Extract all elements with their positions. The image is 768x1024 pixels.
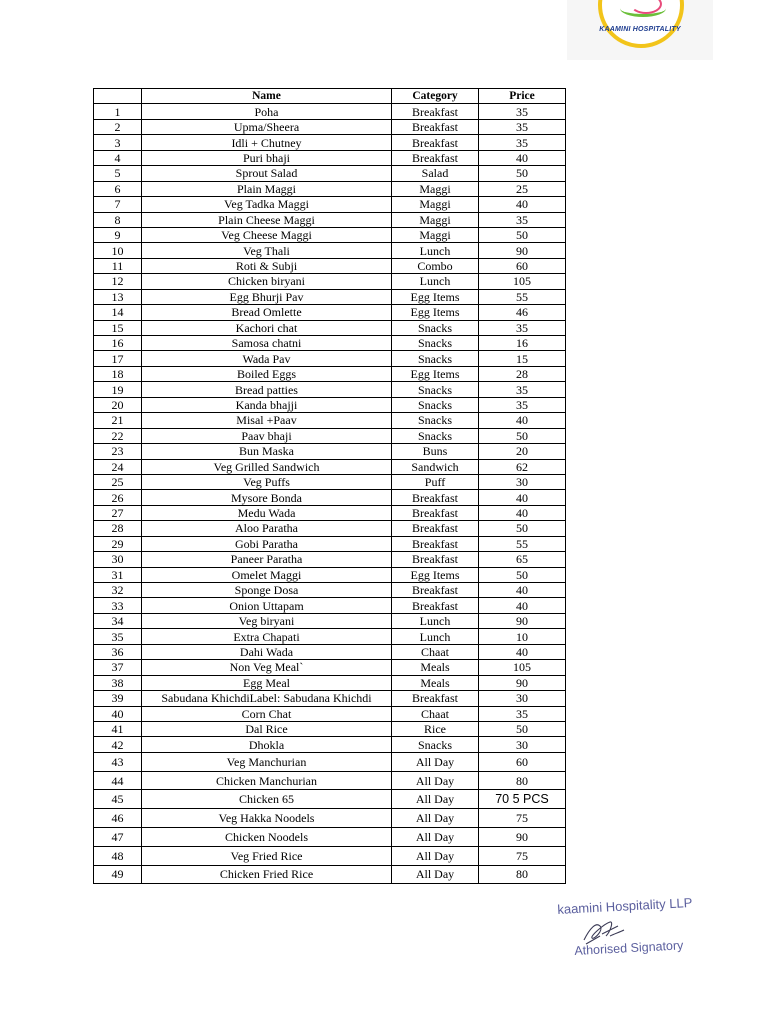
cell-name: Extra Chapati: [142, 629, 392, 644]
cell-serial: 30: [94, 552, 142, 567]
cell-name: Veg Fried Rice: [142, 846, 392, 865]
table-row: [94, 552, 566, 567]
table-row: [94, 181, 566, 196]
table-row: [94, 567, 566, 582]
cell-serial: 6: [94, 181, 142, 196]
cell-category: All Day: [392, 809, 479, 828]
table-row: [94, 274, 566, 289]
table-row: [94, 828, 566, 847]
cell-category: Breakfast: [392, 536, 479, 551]
table-row: [94, 366, 566, 381]
table-row: [94, 336, 566, 351]
cell-name: Plain Maggi: [142, 181, 392, 196]
table-row: [94, 166, 566, 181]
table-row: [94, 846, 566, 865]
cell-name: Chicken 65: [142, 790, 392, 809]
cell-category: Rice: [392, 721, 479, 736]
cell-price: 55: [479, 536, 566, 551]
table-row: [94, 382, 566, 397]
cell-name: Medu Wada: [142, 505, 392, 520]
cell-serial: 39: [94, 691, 142, 706]
cell-category: Breakfast: [392, 104, 479, 119]
cell-serial: 38: [94, 675, 142, 690]
cell-category: Breakfast: [392, 135, 479, 150]
cell-category: Snacks: [392, 397, 479, 412]
table-row: [94, 289, 566, 304]
cell-name: Poha: [142, 104, 392, 119]
cell-serial: 8: [94, 212, 142, 227]
table-row: [94, 444, 566, 459]
cell-category: All Day: [392, 865, 479, 884]
cell-category: Snacks: [392, 382, 479, 397]
cell-category: All Day: [392, 771, 479, 790]
cell-serial: 12: [94, 274, 142, 289]
cell-category: Snacks: [392, 336, 479, 351]
cell-category: Snacks: [392, 351, 479, 366]
table-row: [94, 150, 566, 165]
cell-serial: 41: [94, 721, 142, 736]
cell-price: 46: [479, 305, 566, 320]
cell-category: Egg Items: [392, 289, 479, 304]
header-category: Category: [392, 89, 479, 104]
cell-serial: 11: [94, 258, 142, 273]
cell-serial: 1: [94, 104, 142, 119]
cell-price: 35: [479, 104, 566, 119]
cell-category: All Day: [392, 790, 479, 809]
cell-name: Veg Hakka Noodels: [142, 809, 392, 828]
cell-category: Maggi: [392, 181, 479, 196]
cell-category: Chaat: [392, 644, 479, 659]
cell-category: Lunch: [392, 274, 479, 289]
cell-category: Maggi: [392, 227, 479, 242]
cell-name: Idli + Chutney: [142, 135, 392, 150]
cell-name: Dhokla: [142, 737, 392, 752]
cell-category: Breakfast: [392, 552, 479, 567]
cell-name: Non Veg Meal`: [142, 660, 392, 675]
cell-serial: 25: [94, 474, 142, 489]
cell-category: Egg Items: [392, 366, 479, 381]
cell-name: Boiled Eggs: [142, 366, 392, 381]
cell-price: 25: [479, 181, 566, 196]
table-row: [94, 536, 566, 551]
cell-category: Snacks: [392, 428, 479, 443]
cell-category: Egg Items: [392, 305, 479, 320]
cell-price: 20: [479, 444, 566, 459]
cell-name: Sponge Dosa: [142, 583, 392, 598]
cell-serial: 21: [94, 413, 142, 428]
table-row: [94, 320, 566, 335]
cell-serial: 10: [94, 243, 142, 258]
table-header-row: [94, 89, 566, 104]
cell-serial: 13: [94, 289, 142, 304]
cell-category: Breakfast: [392, 691, 479, 706]
cell-serial: 23: [94, 444, 142, 459]
cell-price: 50: [479, 166, 566, 181]
cell-name: Kanda bhajji: [142, 397, 392, 412]
header-price: Price: [479, 89, 566, 104]
cell-serial: 3: [94, 135, 142, 150]
cell-serial: 32: [94, 583, 142, 598]
cell-price: 90: [479, 675, 566, 690]
logo-emblem: [598, 0, 684, 48]
cell-name: Egg Meal: [142, 675, 392, 690]
cell-category: Sandwich: [392, 459, 479, 474]
cell-price: 62: [479, 459, 566, 474]
cell-name: Aloo Paratha: [142, 521, 392, 536]
cell-name: Bun Maska: [142, 444, 392, 459]
cell-serial: 43: [94, 752, 142, 771]
table-row: [94, 212, 566, 227]
cell-serial: 2: [94, 119, 142, 134]
cell-serial: 29: [94, 536, 142, 551]
cell-category: Breakfast: [392, 598, 479, 613]
table-row: [94, 809, 566, 828]
cell-price: 50: [479, 521, 566, 536]
cell-name: Plain Cheese Maggi: [142, 212, 392, 227]
cell-serial: 28: [94, 521, 142, 536]
table-row: [94, 644, 566, 659]
cell-serial: 15: [94, 320, 142, 335]
company-logo: [567, 0, 713, 60]
cell-name: Sprout Salad: [142, 166, 392, 181]
cell-price: 70 5 PCS: [479, 790, 566, 809]
cell-serial: 24: [94, 459, 142, 474]
cell-name: Dal Rice: [142, 721, 392, 736]
cell-name: Dahi Wada: [142, 644, 392, 659]
cell-category: Snacks: [392, 737, 479, 752]
cell-name: Chicken Fried Rice: [142, 865, 392, 884]
cell-name: Chicken Manchurian: [142, 771, 392, 790]
table-row: [94, 737, 566, 752]
cell-serial: 22: [94, 428, 142, 443]
cell-price: 60: [479, 752, 566, 771]
cell-price: 16: [479, 336, 566, 351]
cell-category: All Day: [392, 828, 479, 847]
cell-serial: 35: [94, 629, 142, 644]
cell-serial: 44: [94, 771, 142, 790]
cell-serial: 20: [94, 397, 142, 412]
cell-price: 35: [479, 320, 566, 335]
table-row: [94, 583, 566, 598]
cell-price: 40: [479, 583, 566, 598]
cell-price: 40: [479, 505, 566, 520]
cell-name: Mysore Bonda: [142, 490, 392, 505]
table-row: [94, 119, 566, 134]
cell-serial: 47: [94, 828, 142, 847]
table-row: [94, 135, 566, 150]
cell-price: 30: [479, 691, 566, 706]
cell-category: Maggi: [392, 197, 479, 212]
cell-serial: 19: [94, 382, 142, 397]
table-row: [94, 865, 566, 884]
cell-category: Meals: [392, 660, 479, 675]
table-row: [94, 258, 566, 273]
cell-price: 105: [479, 660, 566, 675]
cell-name: Onion Uttapam: [142, 598, 392, 613]
cell-category: Breakfast: [392, 150, 479, 165]
table-row: [94, 351, 566, 366]
menu-price-table: [93, 88, 566, 884]
cell-name: Veg Thali: [142, 243, 392, 258]
cell-category: All Day: [392, 752, 479, 771]
table-row: [94, 598, 566, 613]
cell-serial: 42: [94, 737, 142, 752]
cell-price: 90: [479, 243, 566, 258]
cell-price: 75: [479, 846, 566, 865]
cell-category: Maggi: [392, 212, 479, 227]
table-row: [94, 474, 566, 489]
cell-name: Bread Omlette: [142, 305, 392, 320]
table-row: [94, 490, 566, 505]
cell-price: 30: [479, 474, 566, 489]
table-row: [94, 227, 566, 242]
cell-category: Puff: [392, 474, 479, 489]
cell-category: Salad: [392, 166, 479, 181]
logo-text: KAAMINI HOSPITALITY: [599, 26, 681, 33]
cell-name: Samosa chatni: [142, 336, 392, 351]
table-row: [94, 721, 566, 736]
table-row: [94, 413, 566, 428]
cell-name: Puri bhaji: [142, 150, 392, 165]
cell-name: Kachori chat: [142, 320, 392, 335]
cell-name: Veg Cheese Maggi: [142, 227, 392, 242]
cell-serial: 18: [94, 366, 142, 381]
table-row: [94, 675, 566, 690]
cell-serial: 45: [94, 790, 142, 809]
cell-price: 80: [479, 865, 566, 884]
cell-serial: 36: [94, 644, 142, 659]
table-row: [94, 505, 566, 520]
cell-category: Breakfast: [392, 505, 479, 520]
table-row: [94, 660, 566, 675]
cell-price: 40: [479, 150, 566, 165]
cell-name: Misal +Paav: [142, 413, 392, 428]
cell-name: Omelet Maggi: [142, 567, 392, 582]
cell-price: 50: [479, 428, 566, 443]
cell-price: 40: [479, 413, 566, 428]
table-row: [94, 521, 566, 536]
cell-name: Chicken biryani: [142, 274, 392, 289]
table-row: [94, 428, 566, 443]
cell-price: 90: [479, 828, 566, 847]
cell-serial: 46: [94, 809, 142, 828]
signature-title: Athorised Signatory: [574, 938, 684, 958]
cell-price: 50: [479, 567, 566, 582]
cell-category: Combo: [392, 258, 479, 273]
cell-price: 35: [479, 397, 566, 412]
cell-name: Egg Bhurji Pav: [142, 289, 392, 304]
table-row: [94, 752, 566, 771]
cell-name: Gobi Paratha: [142, 536, 392, 551]
cell-name: Corn Chat: [142, 706, 392, 721]
cell-name: Veg Manchurian: [142, 752, 392, 771]
cell-price: 10: [479, 629, 566, 644]
cell-category: Snacks: [392, 413, 479, 428]
cell-price: 65: [479, 552, 566, 567]
table-body: [94, 104, 566, 884]
signature-company: kaamini Hospitality LLP: [557, 894, 693, 917]
table-row: [94, 305, 566, 320]
cell-name: Paneer Paratha: [142, 552, 392, 567]
cell-name: Bread patties: [142, 382, 392, 397]
cell-category: All Day: [392, 846, 479, 865]
cell-price: 40: [479, 644, 566, 659]
cell-category: Breakfast: [392, 521, 479, 536]
cell-serial: 26: [94, 490, 142, 505]
table-row: [94, 397, 566, 412]
cell-category: Lunch: [392, 629, 479, 644]
cell-price: 40: [479, 598, 566, 613]
cell-price: 35: [479, 119, 566, 134]
cell-price: 35: [479, 382, 566, 397]
cell-serial: 40: [94, 706, 142, 721]
cell-name: Wada Pav: [142, 351, 392, 366]
cell-serial: 14: [94, 305, 142, 320]
cell-price: 28: [479, 366, 566, 381]
cell-price: 60: [479, 258, 566, 273]
cell-serial: 48: [94, 846, 142, 865]
cell-price: 40: [479, 490, 566, 505]
table-row: [94, 613, 566, 628]
cell-price: 35: [479, 212, 566, 227]
table-row: [94, 691, 566, 706]
table-row: [94, 706, 566, 721]
cell-name: Sabudana KhichdiLabel: Sabudana Khichdi: [142, 691, 392, 706]
cell-name: Veg Tadka Maggi: [142, 197, 392, 212]
cell-name: Upma/Sheera: [142, 119, 392, 134]
cell-name: Paav bhaji: [142, 428, 392, 443]
cell-price: 35: [479, 706, 566, 721]
cell-category: Breakfast: [392, 119, 479, 134]
cell-category: Egg Items: [392, 567, 479, 582]
cell-name: Roti & Subji: [142, 258, 392, 273]
table-row: [94, 243, 566, 258]
table-row: [94, 197, 566, 212]
cell-serial: 4: [94, 150, 142, 165]
cell-category: Snacks: [392, 320, 479, 335]
cell-category: Lunch: [392, 243, 479, 258]
cell-price: 30: [479, 737, 566, 752]
cell-name: Chicken Noodels: [142, 828, 392, 847]
cell-category: Breakfast: [392, 583, 479, 598]
cell-serial: 33: [94, 598, 142, 613]
header-serial: [94, 89, 142, 104]
cell-serial: 34: [94, 613, 142, 628]
cell-price: 35: [479, 135, 566, 150]
cell-category: Lunch: [392, 613, 479, 628]
cell-category: Meals: [392, 675, 479, 690]
cell-price: 55: [479, 289, 566, 304]
header-name: Name: [142, 89, 392, 104]
table-row: [94, 629, 566, 644]
cell-serial: 37: [94, 660, 142, 675]
cell-name: Veg biryani: [142, 613, 392, 628]
table-row: [94, 459, 566, 474]
cell-category: Chaat: [392, 706, 479, 721]
cell-price: 80: [479, 771, 566, 790]
table-row: [94, 104, 566, 119]
cell-name: Veg Grilled Sandwich: [142, 459, 392, 474]
table-row: [94, 790, 566, 809]
cell-category: Breakfast: [392, 490, 479, 505]
cell-serial: 7: [94, 197, 142, 212]
cell-price: 50: [479, 227, 566, 242]
cell-category: Buns: [392, 444, 479, 459]
cell-price: 40: [479, 197, 566, 212]
cell-serial: 16: [94, 336, 142, 351]
cell-price: 15: [479, 351, 566, 366]
cell-serial: 5: [94, 166, 142, 181]
cell-price: 50: [479, 721, 566, 736]
cell-serial: 31: [94, 567, 142, 582]
cell-serial: 49: [94, 865, 142, 884]
cell-price: 90: [479, 613, 566, 628]
table-row: [94, 771, 566, 790]
cell-name: Veg Puffs: [142, 474, 392, 489]
cell-price: 75: [479, 809, 566, 828]
cell-serial: 17: [94, 351, 142, 366]
cell-serial: 9: [94, 227, 142, 242]
cell-serial: 27: [94, 505, 142, 520]
cell-price: 105: [479, 274, 566, 289]
